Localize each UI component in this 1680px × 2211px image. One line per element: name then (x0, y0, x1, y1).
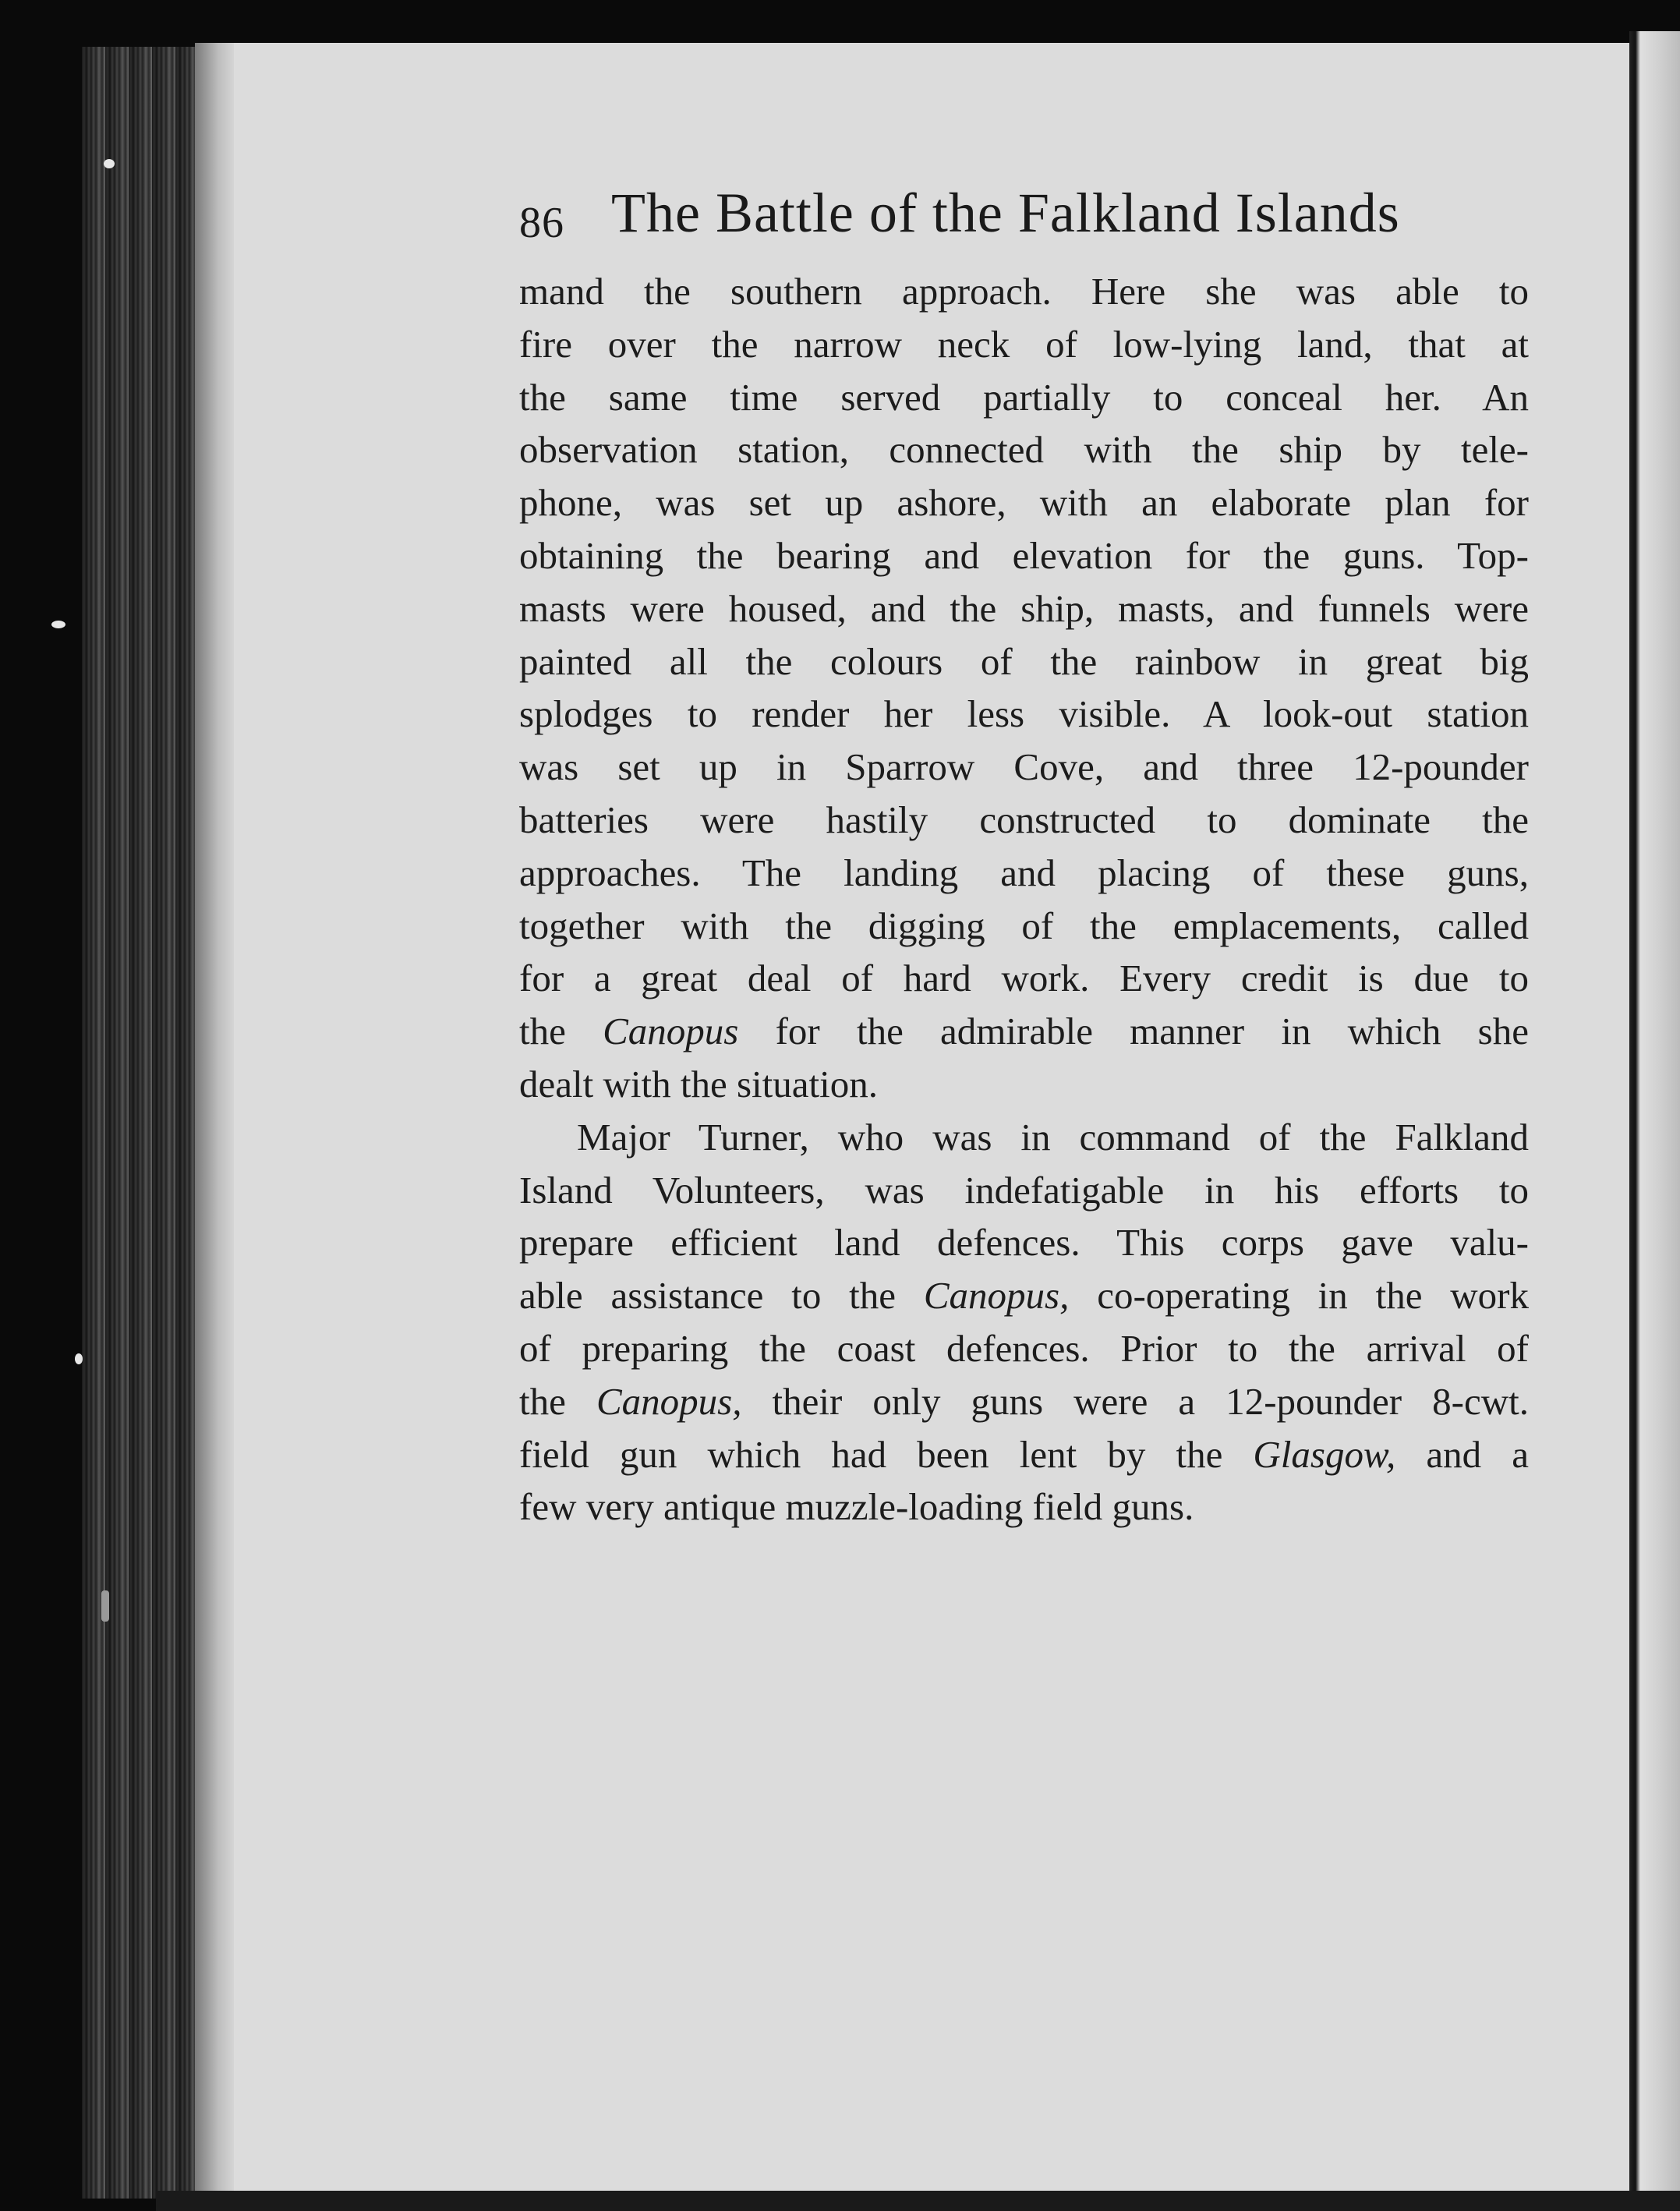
text-segment: able assistance to the (519, 1274, 924, 1318)
text-line (519, 1480, 1529, 1534)
text-line (519, 1216, 1529, 1269)
text-line (519, 1269, 1529, 1322)
text-line (519, 371, 1529, 424)
italic-ship-name: Canopus, (596, 1379, 742, 1423)
text-line (519, 1164, 1529, 1217)
text-segment: co-operating in the work (1069, 1274, 1529, 1318)
text-line (519, 900, 1529, 953)
text-segment: phone, was set up ashore, with an elaborate plan for (519, 481, 1529, 525)
text-segment: together with the digging of the emplacements, called (519, 904, 1529, 947)
text-segment: Island Volunteers, was indefatigable in his efforts to (519, 1168, 1529, 1212)
text-segment: Major Turner, who was in command of the Falkland (577, 1115, 1529, 1159)
text-segment: field gun which had been lent by the (519, 1432, 1254, 1476)
italic-ship-name: Glasgow, (1253, 1432, 1396, 1476)
text-line (519, 794, 1529, 847)
text-segment: mand the southern approach. Here she was able to (519, 270, 1529, 313)
text-segment: observation station, connected with the ship by tele- (519, 428, 1529, 472)
text-segment: the (519, 1010, 603, 1053)
text-segment: batteries were hastily constructed to dominate the (519, 798, 1529, 841)
text-segment: painted all the colours of the rainbow in great big (519, 639, 1529, 683)
text-segment: fire over the narrow neck of low-lying land, that at (519, 322, 1529, 366)
text-segment: splodges to render her less visible. A look-out station (519, 692, 1529, 736)
text-line (519, 1375, 1529, 1428)
page-bottom-edge (156, 2191, 1680, 2211)
text-line (519, 1058, 1529, 1111)
text-line (519, 1322, 1529, 1375)
text-line (519, 635, 1529, 688)
page-number: 86 (519, 199, 564, 247)
text-line (519, 529, 1529, 582)
text-line (519, 582, 1529, 635)
text-segment: few very antique muzzle-loading field guns. (519, 1485, 1194, 1529)
text-segment: of preparing the coast defences. Prior to the arrival of (519, 1326, 1529, 1370)
page-gutter-shadow (195, 43, 234, 2199)
running-title: The Battle of the Falkland Islands (611, 182, 1400, 244)
text-segment: for a great deal of hard work. Every credit is due to (519, 957, 1529, 1000)
text-line (519, 741, 1529, 794)
text-line (519, 952, 1529, 1005)
text-segment: the (519, 1379, 596, 1423)
text-line (519, 1111, 1529, 1164)
text-line (519, 1428, 1529, 1481)
text-segment: masts were housed, and the ship, masts, and funnels were (519, 586, 1529, 630)
text-line (519, 688, 1529, 741)
text-segment: was set up in Sparrow Cove, and three 12-pounder (519, 745, 1529, 789)
text-line (519, 847, 1529, 900)
text-segment: obtaining the bearing and elevation for the guns. Top- (519, 533, 1529, 577)
text-segment: their only guns were a 12-pounder 8-cwt. (741, 1379, 1530, 1423)
text-line (519, 265, 1529, 318)
text-segment: the same time served partially to conceal her. An (519, 375, 1529, 419)
text-line (519, 423, 1529, 476)
text-line (519, 1005, 1529, 1058)
italic-ship-name: Canopus, (923, 1274, 1070, 1318)
text-segment: prepare efficient land defences. This corps gave valu- (519, 1221, 1529, 1265)
text-segment: for the admirable manner in which she (738, 1010, 1529, 1053)
italic-ship-name: Canopus (603, 1010, 739, 1053)
page-right-edge (1629, 31, 1680, 2211)
text-line (519, 476, 1529, 529)
text-segment: dealt with the situation. (519, 1062, 878, 1106)
text-line (519, 318, 1529, 371)
text-segment: approaches. The landing and placing of these guns, (519, 851, 1529, 894)
running-header (519, 181, 1501, 251)
body-text (519, 265, 1529, 1534)
text-segment: and a (1395, 1432, 1529, 1476)
